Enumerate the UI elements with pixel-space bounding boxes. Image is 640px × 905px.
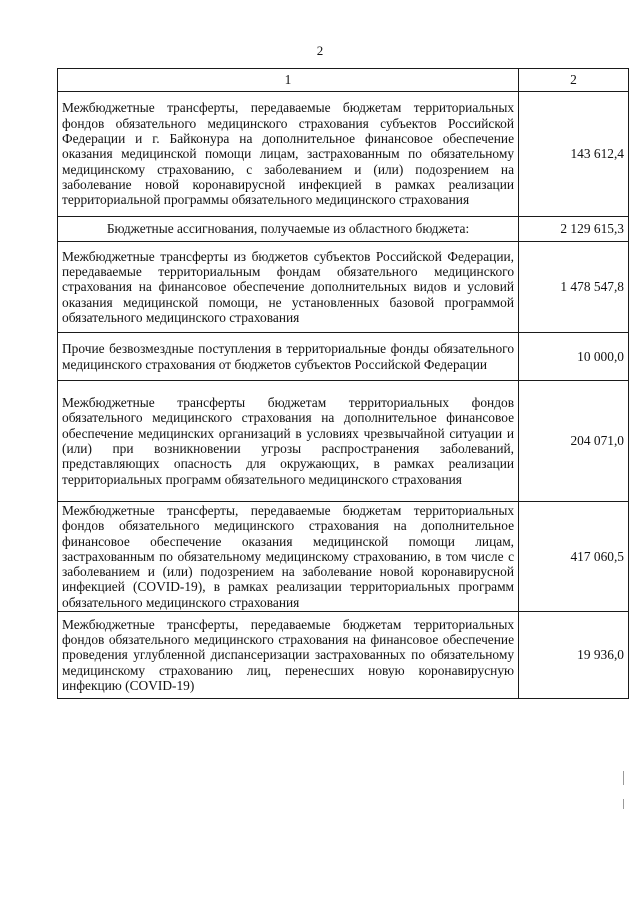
row-value: 10 000,0 xyxy=(519,333,629,381)
scan-mark xyxy=(623,771,624,785)
page-number: 2 xyxy=(316,43,324,58)
table-row xyxy=(58,502,629,612)
row-value: 204 071,0 xyxy=(519,381,629,502)
row-description: Прочие безвозмездные поступления в территориальные фонды обязательного медицинского страхования от бюджетов субъектов Российской Федерации xyxy=(58,333,519,381)
scan-mark xyxy=(623,799,624,809)
row-value: 143 612,4 xyxy=(519,92,629,217)
row-description: Межбюджетные трансферты бюджетам территориальных фондов обязательного медицинского страхования на дополнительное финансовое обеспечение медицинских организаций в условиях чрезвычайной ситуации и (или) при возникновении угрозы распространения заболеваний, представляющих опасность для окружающих, в рамках реализации территориальных программ обязательного медицинского страхования xyxy=(58,381,519,502)
column-header-1: 1 xyxy=(58,69,519,92)
table-row xyxy=(58,217,629,242)
row-value: 19 936,0 xyxy=(519,612,629,699)
table-row xyxy=(58,333,629,381)
budget-table xyxy=(57,68,629,699)
row-description: Межбюджетные трансферты, передаваемые бюджетам территориальных фондов обязательного медицинского страхования на финансовое обеспечение проведения углубленной диспансеризации застрахованных по обязательному медицинскому страхованию лиц, перенесших новую коронавирусную инфекцию (COVID-19) xyxy=(58,612,519,699)
column-header-2: 2 xyxy=(519,69,629,92)
row-value: 1 478 547,8 xyxy=(519,242,629,333)
table-row xyxy=(58,612,629,699)
row-value: 417 060,5 xyxy=(519,502,629,612)
row-description: Бюджетные ассигнования, получаемые из областного бюджета: xyxy=(58,217,519,242)
table-header-row xyxy=(58,69,629,92)
row-value: 2 129 615,3 xyxy=(519,217,629,242)
table-row xyxy=(58,92,629,217)
row-description: Межбюджетные трансферты, передаваемые бюджетам территориальных фондов обязательного медицинского страхования на дополнительное финансовое обеспечение оказания медицинской помощи лицам, застрахованным по обязательному медицинскому страхованию, в том числе с заболеванием и (или) подозрением на заболевание новой коронавирусной инфекцией (COVID-19), в рамках реализации территориальных программ обязательного медицинского страхования xyxy=(58,502,519,612)
table-row xyxy=(58,381,629,502)
row-description: Межбюджетные трансферты из бюджетов субъектов Российской Федерации, передаваемые территориальным фондам обязательного медицинского страхования на финансовое обеспечение дополнительных видов и условий оказания медицинской помощи, не установленных базовой программой обязательного медицинского страхования xyxy=(58,242,519,333)
row-description: Межбюджетные трансферты, передаваемые бюджетам территориальных фондов обязательного медицинского страхования субъектов Российской Федерации и г. Байконура на дополнительное финансовое обеспечение оказания медицинской помощи лицам, застрахованным по обязательному медицинскому страхованию, с заболеванием и (или) подозрением на заболевание новой коронавирусной инфекцией в рамках реализации территориальной программы обязательного медицинского страхования xyxy=(58,92,519,217)
table-row xyxy=(58,242,629,333)
